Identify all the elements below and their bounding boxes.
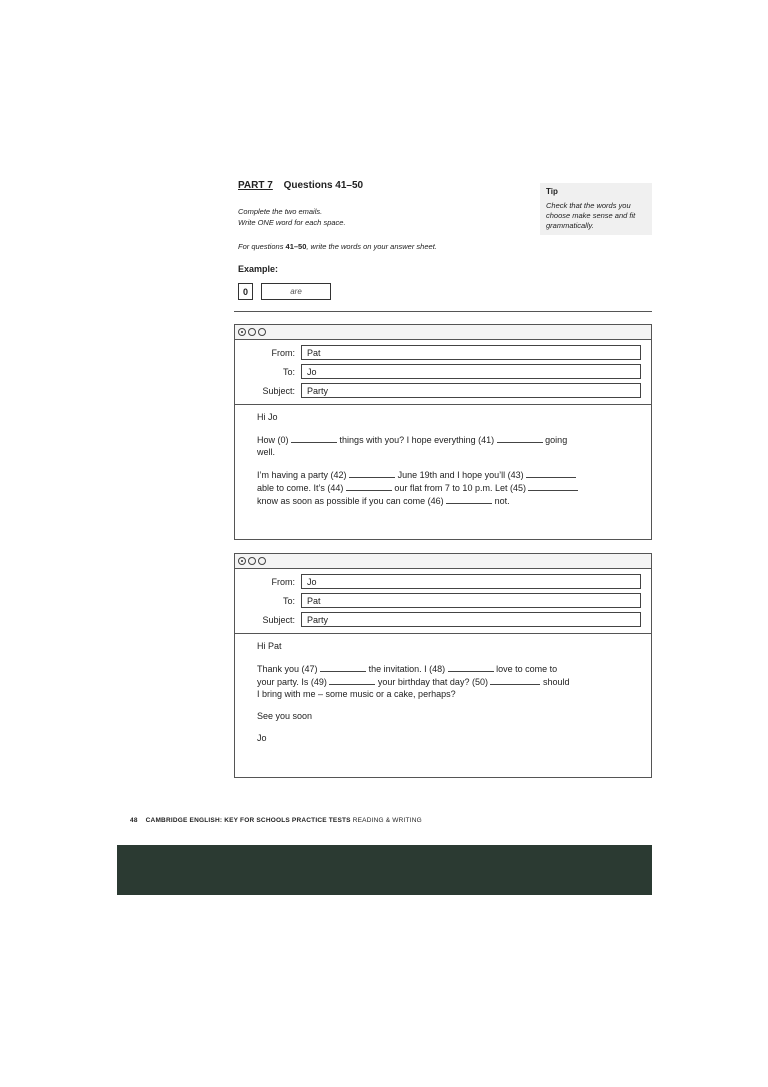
instruction-line-2: Write ONE word for each space. <box>238 218 346 227</box>
text: well. <box>257 447 276 457</box>
answer-line-range: 41–50 <box>285 242 307 251</box>
to-label: To: <box>282 366 295 377</box>
gap-44 <box>346 481 392 491</box>
text: Thank you (47) <box>257 664 318 674</box>
instruction-line-1: Complete the two emails. <box>238 207 323 216</box>
window-controls <box>235 554 651 569</box>
text: June 19th and I hope you’ll (43) <box>397 470 524 480</box>
paragraph <box>257 468 651 507</box>
text: your birthday that day? (50) <box>377 677 488 687</box>
gap-50 <box>490 675 540 685</box>
text: the invitation. I (48) <box>368 664 446 674</box>
text: going <box>545 435 568 445</box>
answer-line-post: , write the words on your answer sheet. <box>306 242 437 251</box>
from-label: From: <box>271 347 295 358</box>
paragraph <box>257 433 651 458</box>
gap-0 <box>291 433 337 443</box>
answer-sheet-instruction <box>238 242 437 251</box>
part-heading <box>238 180 363 191</box>
text: your party. Is (49) <box>257 677 327 687</box>
from-field: Jo <box>301 574 641 589</box>
email-window-2 <box>234 553 652 778</box>
tip-box <box>540 183 652 235</box>
from-label: From: <box>271 576 295 587</box>
dark-band <box>117 845 652 895</box>
subject-label: Subject: <box>262 614 295 625</box>
instructions <box>238 206 346 228</box>
text: should <box>542 677 570 687</box>
closing: See you soon <box>257 711 313 721</box>
paragraph <box>257 662 651 700</box>
text: love to come to <box>496 664 558 674</box>
tip-title: Tip <box>546 187 558 196</box>
questions-range: Questions 41–50 <box>283 180 364 191</box>
page-footer <box>130 817 422 824</box>
gap-43 <box>526 468 576 478</box>
to-field: Pat <box>301 593 641 608</box>
subject-field: Party <box>301 612 641 627</box>
divider <box>234 311 652 312</box>
text: How (0) <box>257 435 289 445</box>
email-body <box>235 634 651 744</box>
gap-45 <box>528 481 578 491</box>
text: I bring with me – some music or a cake, perhaps? <box>257 689 456 699</box>
window-control-icon <box>258 328 266 336</box>
subject-label: Subject: <box>262 385 295 396</box>
text: know as soon as possible if you can come (46) <box>257 496 444 506</box>
example-number-box: 0 <box>238 283 253 300</box>
gap-42 <box>349 468 395 478</box>
greeting: Hi Jo <box>257 412 278 422</box>
window-control-icon <box>248 557 256 565</box>
text: our flat from 7 to 10 p.m. Let (45) <box>394 483 526 493</box>
window-control-icon <box>238 557 246 565</box>
gap-47 <box>320 662 366 672</box>
window-control-icon <box>258 557 266 565</box>
window-controls <box>235 325 651 340</box>
gap-46 <box>446 494 492 504</box>
page-number: 48 <box>130 817 138 824</box>
gap-49 <box>329 675 375 685</box>
window-control-icon <box>248 328 256 336</box>
greeting: Hi Pat <box>257 641 282 651</box>
answer-line-pre: For questions <box>238 242 286 251</box>
text: able to come. It’s (44) <box>257 483 344 493</box>
section-name: READING & WRITING <box>352 817 422 824</box>
from-field: Pat <box>301 345 641 360</box>
email-header <box>235 569 651 634</box>
window-control-icon <box>238 328 246 336</box>
example-label: Example: <box>238 264 279 274</box>
text: not. <box>494 496 510 506</box>
gap-41 <box>497 433 543 443</box>
to-label: To: <box>282 595 295 606</box>
gap-48 <box>448 662 494 672</box>
subject-field: Party <box>301 383 641 398</box>
text: things with you? I hope everything (41) <box>339 435 495 445</box>
text: I’m having a party (42) <box>257 470 347 480</box>
tip-text: Check that the words you choose make sense and fit grammatically. <box>546 201 636 230</box>
signature: Jo <box>257 733 267 743</box>
email-header <box>235 340 651 405</box>
to-field: Jo <box>301 364 641 379</box>
part-label: PART 7 <box>238 180 273 191</box>
email-window-1 <box>234 324 652 540</box>
book-title: CAMBRIDGE ENGLISH: KEY FOR SCHOOLS PRACTICE TESTS <box>145 817 351 824</box>
email-body <box>235 405 651 507</box>
example-answer-box: are <box>261 283 331 300</box>
